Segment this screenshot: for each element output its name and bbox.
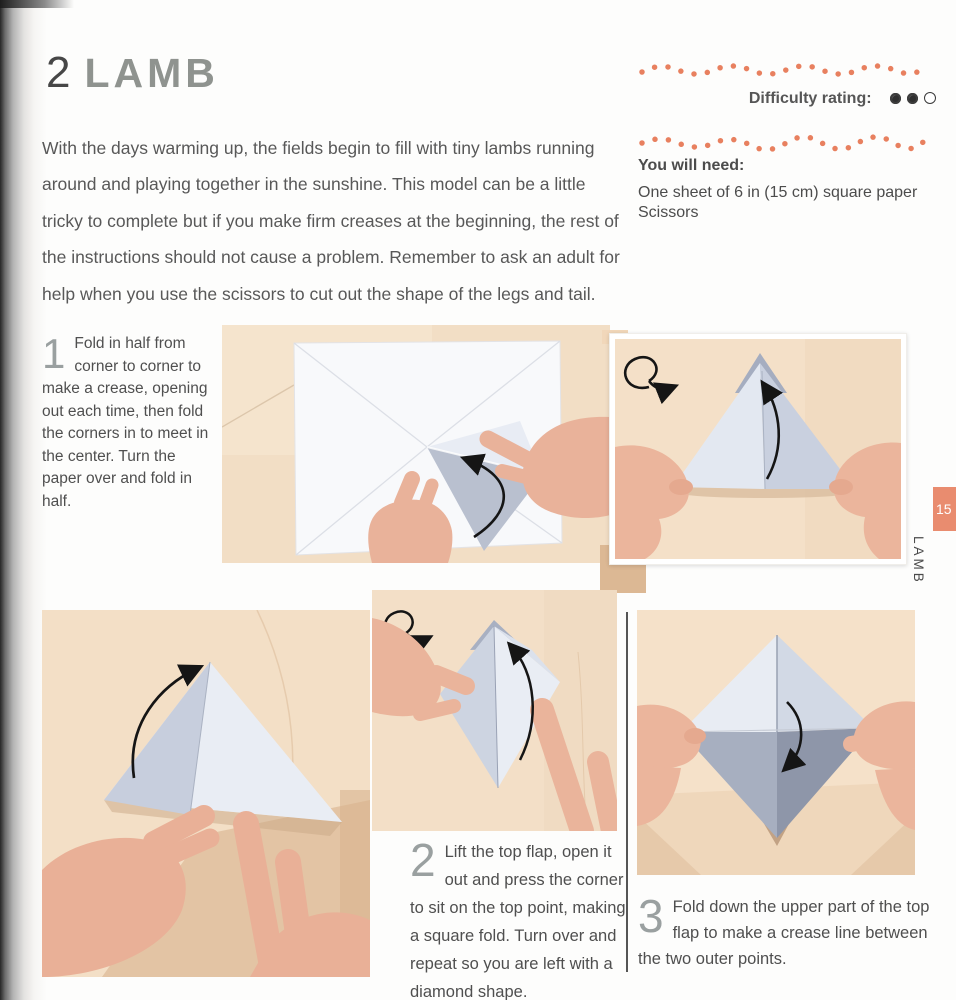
intro-paragraph: With the days warming up, the fields begin to fill with tiny lambs running around and playing together in the sunshine. This model can be a little tricky to complete but if you make firm creases at the beginning, the rest of the instructions should not cause a problem. Remember to ask an adult for help when you use the scissors to cut out the shape of the legs and tail. <box>42 137 620 304</box>
step-2-instructions <box>410 834 638 1000</box>
step-1-number: 1 <box>42 330 66 377</box>
difficulty-rating <box>636 90 936 109</box>
difficulty-dot-filled <box>890 93 901 104</box>
book-gutter-shadow <box>0 0 48 1000</box>
material-item: Scissors <box>638 204 699 221</box>
side-chapter-label: LAMB <box>911 536 926 585</box>
difficulty-dots <box>884 91 936 109</box>
page-number-tab: 15 <box>933 487 956 531</box>
difficulty-dot-open <box>924 92 936 104</box>
you-will-need-label: You will need: <box>638 157 745 174</box>
photo-step3-fold-down <box>637 610 915 875</box>
photo-step2-lift-flap <box>42 610 370 977</box>
chapter-number: 2 <box>46 48 71 97</box>
step-2-number: 2 <box>410 834 436 886</box>
dotted-wave-rule <box>636 131 928 155</box>
photo-step1-fold-corners <box>222 325 610 563</box>
step-3-instructions <box>638 890 934 972</box>
dotted-wave-rule <box>636 58 928 82</box>
step-1-instructions <box>42 330 210 513</box>
step-1-text: Fold in half from corner to corner to make a crease, opening out each time, then fold the corners in to meet in the center. Turn the paper over and fold in half. <box>42 335 209 510</box>
page-title <box>46 48 219 98</box>
photo-step1-frame <box>609 333 907 565</box>
material-item: One sheet of 6 in (15 cm) square paper <box>638 183 918 201</box>
step-3-number: 3 <box>638 890 664 942</box>
difficulty-dot-filled <box>907 93 918 104</box>
chapter-title: LAMB <box>84 50 219 96</box>
step-3-text: Fold down the upper part of the top flap to make a crease line between the two outer points. <box>638 898 930 968</box>
difficulty-label: Difficulty rating: <box>748 90 872 107</box>
step-2-text: Lift the top flap, open it out and press the corner to sit on the top point, making a square fold. Turn over and repeat so you are left with a diamond shape. <box>410 843 626 1000</box>
photo-step2-square-fold <box>372 590 617 831</box>
photo-step1-fold-in-half <box>615 339 901 559</box>
scan-edge-shadow <box>0 0 74 8</box>
you-will-need-panel <box>638 156 938 224</box>
